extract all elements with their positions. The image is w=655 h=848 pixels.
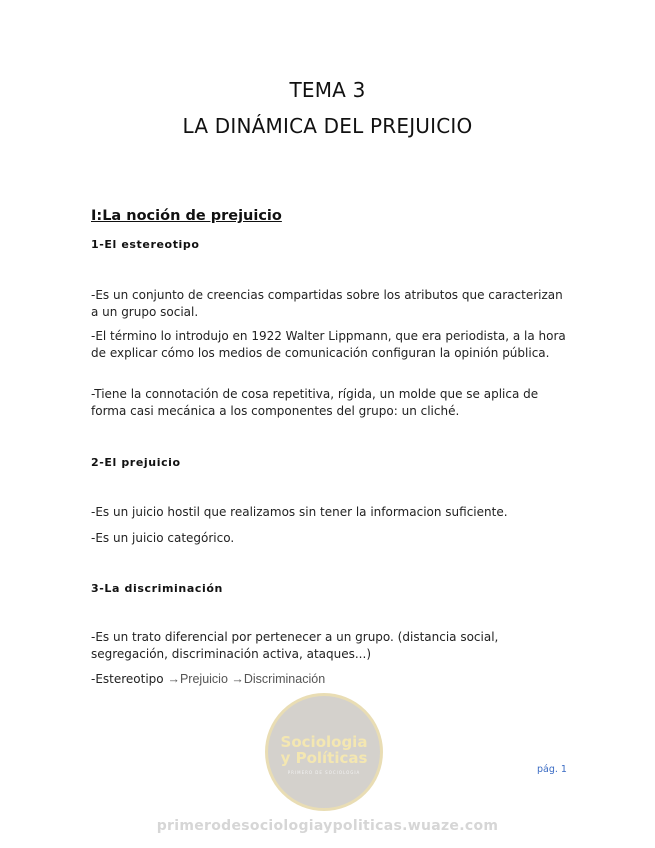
paragraph: -Es un trato diferencial por pertenecer a un grupo. (distancia social, segregación, discriminación activa, ataques...): [91, 630, 499, 661]
watermark-url: primerodesociologiaypoliticas.wuaze.com: [156, 818, 499, 834]
document-title-tema: TEMA 3: [289, 78, 366, 102]
chain-prefix: -Estereotipo: [91, 672, 168, 686]
page-number: pág. 1: [537, 764, 567, 775]
chain-arrows: →Prejuicio →Discriminación: [167, 672, 326, 686]
paragraph: -Es un conjunto de creencias compartidas sobre los atributos que caracterizan a un grupo social.: [91, 288, 563, 319]
paragraph: -Tiene la connotación de cosa repetitiva, rígida, un molde que se aplica de forma casi mecánica a los componentes del grupo: un cliché.: [91, 387, 539, 418]
section-heading: I:La noción de prejuicio: [91, 208, 282, 224]
subsection-heading-discriminacion: 3-La discriminación: [91, 582, 223, 595]
paragraph: -Es un juicio categórico.: [91, 531, 235, 545]
subsection-heading-estereotipo: 1-El estereotipo: [91, 238, 200, 251]
document-title-main: LA DINÁMICA DEL PREJUICIO: [182, 114, 473, 138]
chain-paragraph: [91, 671, 571, 688]
watermark-line1: Sociologia: [280, 733, 368, 751]
paragraph: -El término lo introdujo en 1922 Walter Lippmann, que era periodista, a la hora de explicar cómo los medios de comunicación configuran la opinión pública.: [91, 329, 566, 360]
paragraph: -Es un juicio hostil que realizamos sin tener la informacion suficiente.: [91, 505, 508, 519]
watermark-line3: PRIMERO DE SOCIOLOGIA: [287, 770, 361, 775]
watermark-logo: [265, 693, 383, 811]
watermark-line2: y Políticas: [280, 749, 368, 767]
subsection-heading-prejuicio: 2-El prejuicio: [91, 456, 181, 469]
